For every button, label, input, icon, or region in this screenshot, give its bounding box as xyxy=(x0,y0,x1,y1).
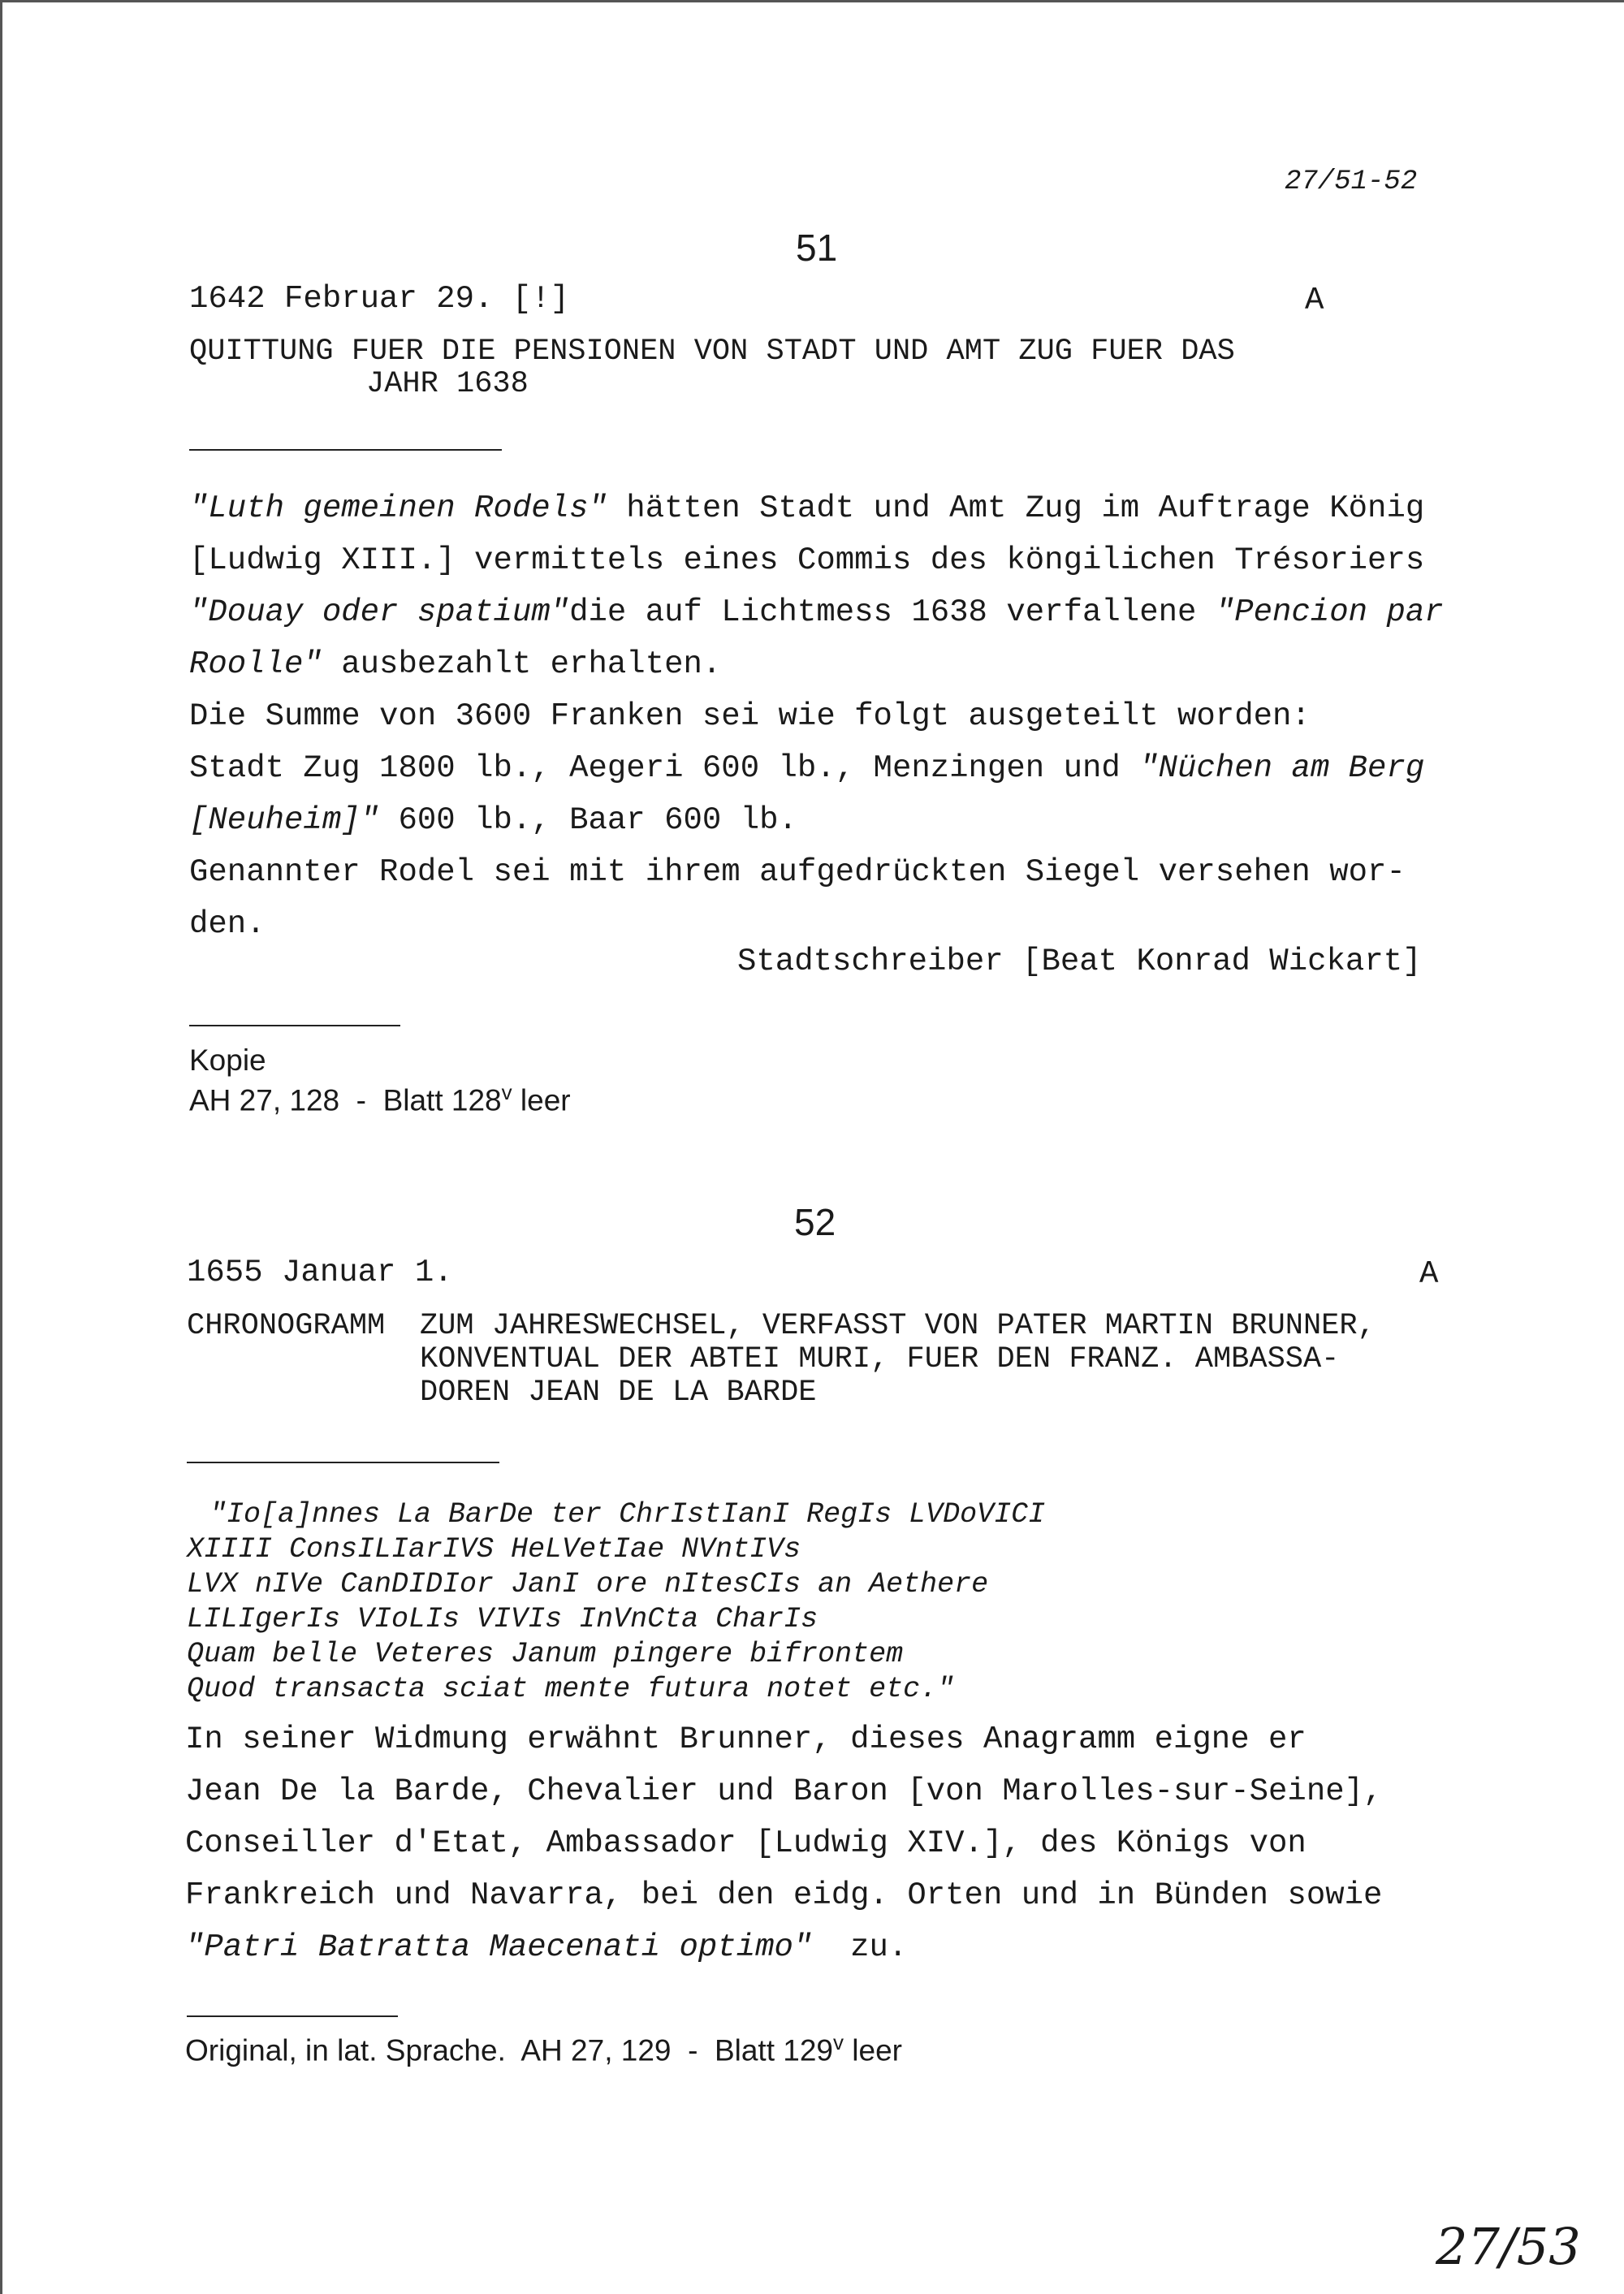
page-reference: 27/51-52 xyxy=(1285,166,1418,197)
doc52-title-line1: ZUM JAHRESWECHSEL, VERFASST VON PATER MARTIN BRUNNER, xyxy=(420,1309,1376,1343)
doc51-body-line9: den. xyxy=(189,906,266,942)
divider xyxy=(187,1462,499,1463)
doc51-body-line1: "Luth gemeinen Rodels" hätten Stadt und Amt Zug im Auftrage König xyxy=(189,490,1425,526)
doc51-body-line6: Stadt Zug 1800 lb., Aegeri 600 lb., Menzingen und "Nüchen am Berg xyxy=(189,750,1425,786)
doc52-title-line3: DOREN JEAN DE LA BARDE xyxy=(420,1376,817,1410)
doc52-source-ref: Original, in lat. Sprache. AH 27, 129 - Blatt 129$^v$ leer xyxy=(185,2030,902,2067)
doc51-body-line3: "Douay oder spatium"die auf Lichtmess 1638 verfallene "Pencion par xyxy=(189,594,1444,630)
doc52-title-line2: KONVENTUAL DER ABTEI MURI, FUER DEN FRANZ. AMBASSA- xyxy=(420,1342,1340,1376)
doc51-body-line4: Roolle" ausbezahlt erhalten. xyxy=(189,646,722,682)
verse-line: LVX nIVe CanDIDIor JanI ore nItesCIs an Aethere xyxy=(187,1568,989,1601)
doc51-source-type: Kopie xyxy=(189,1043,266,1077)
handwritten-folio-number: 27/53 xyxy=(1436,2217,1581,2276)
verse-line: XIIII ConsILIarIVS HeLVetIae NVntIVs xyxy=(187,1533,801,1566)
verse-line: Quam belle Veteres Janum pingere bifrontem xyxy=(187,1638,904,1670)
verse-line: "Io[a]nnes La BarDe ter ChrIstIanI RegIs LVDoVICI xyxy=(209,1498,1046,1531)
doc51-title-line2: JAHR 1638 xyxy=(366,367,529,401)
doc52-body-line2: Jean De la Barde, Chevalier und Baron [von Marolles-sur-Seine], xyxy=(185,1773,1383,1809)
doc52-body-line1: In seiner Widmung erwähnt Brunner, dieses Anagramm eigne er xyxy=(185,1722,1307,1757)
doc51-body-line2: [Ludwig XIII.] vermittels eines Commis des köngilichen Trésoriers xyxy=(189,542,1425,578)
divider xyxy=(189,449,502,451)
verse-line: Quod transacta sciat mente futura notet etc." xyxy=(187,1673,955,1705)
doc51-signature: Stadtschreiber [Beat Konrad Wickart] xyxy=(737,944,1422,979)
doc51-body-line8: Genannter Rodel sei mit ihrem aufgedrückten Siegel versehen wor- xyxy=(189,854,1406,890)
doc52-grade: A xyxy=(1419,1256,1439,1292)
doc51-body-line5: Die Summe von 3600 Franken sei wie folgt ausgeteilt worden: xyxy=(189,698,1311,734)
doc51-number: 51 xyxy=(796,227,838,269)
doc52-title-lead: CHRONOGRAMM xyxy=(187,1309,386,1343)
doc51-title-line1: QUITTUNG FUER DIE PENSIONEN VON STADT UND AMT ZUG FUER DAS xyxy=(189,335,1235,369)
doc52-body-line3: Conseiller d'Etat, Ambassador [Ludwig XIV.], des Königs von xyxy=(185,1825,1307,1861)
scan-border-left xyxy=(0,0,2,2294)
doc52-body-line4: Frankreich und Navarra, bei den eidg. Orten und in Bünden sowie xyxy=(185,1877,1383,1913)
divider xyxy=(189,1025,400,1026)
doc51-body-line7: [Neuheim]" 600 lb., Baar 600 lb. xyxy=(189,802,797,838)
doc51-source-ref: AH 27, 128 - Blatt 128$^v$ leer xyxy=(189,1080,571,1117)
doc52-body-line5: "Patri Batratta Maecenati optimo" zu. xyxy=(185,1929,908,1965)
divider xyxy=(187,2015,398,2017)
doc52-date: 1655 Januar 1. xyxy=(187,1255,453,1290)
doc52-number: 52 xyxy=(794,1201,836,1243)
scan-border-top xyxy=(0,0,1624,2)
doc51-date: 1642 Februar 29. [!] xyxy=(189,281,570,317)
verse-line: LILIgerIs VIoLIs VIVIs InVnCta CharIs xyxy=(187,1603,818,1635)
doc51-grade: A xyxy=(1305,283,1324,318)
